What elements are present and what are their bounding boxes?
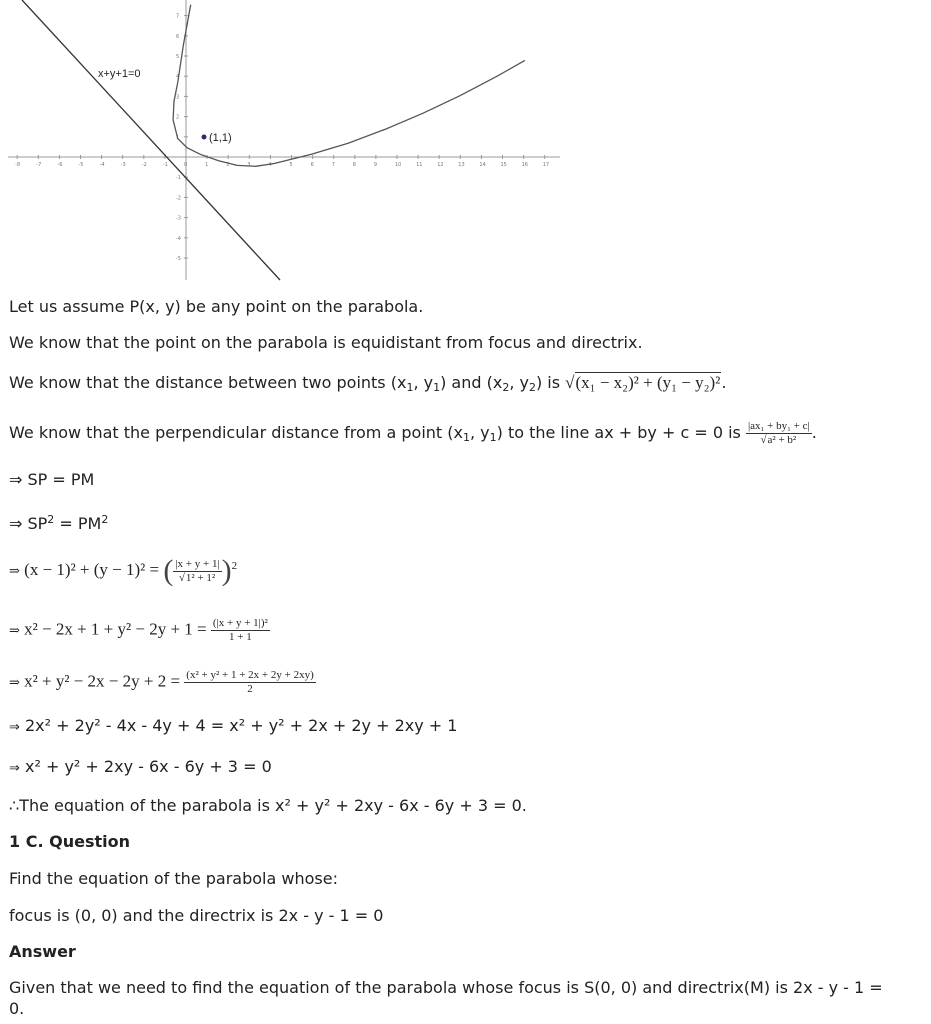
- svg-text:12: 12: [437, 162, 444, 168]
- svg-text:17: 17: [542, 162, 550, 168]
- svg-text:13: 13: [458, 162, 465, 168]
- svg-text:-5: -5: [176, 256, 181, 262]
- equation-step-5: ⇒ x² + y² + 2xy - 6x - 6y + 3 = 0: [9, 757, 272, 776]
- focus-point: [202, 135, 207, 140]
- svg-text:-7: -7: [36, 162, 42, 168]
- equation-step-2: ⇒ x² − 2x + 1 + y² − 2y + 1 = $\frac{\text{(|x + y + 1|)²}}{1 + 1}$: [9, 617, 268, 643]
- question-heading: 1 C. Question: [9, 832, 130, 851]
- parabola-graph: [0, 0, 570, 290]
- svg-text:4: 4: [176, 74, 180, 81]
- svg-text:7: 7: [331, 162, 335, 168]
- svg-text:3: 3: [247, 162, 251, 168]
- svg-text:-4: -4: [99, 162, 105, 168]
- svg-text:5: 5: [176, 54, 180, 60]
- step-sp-squared: ⇒ $SP^2 = PM^2$: [9, 513, 109, 533]
- svg-text:15: 15: [500, 162, 507, 168]
- svg-text:5: 5: [289, 162, 293, 168]
- svg-text:0: 0: [184, 162, 188, 168]
- paragraph-perpendicular-distance: We know that the perpendicular distance from a point ($x_1$, $y_1$) to the line ax + by + c = 0 is $\frac{\text{|ax₁ + by₁ + c|}}{\text{√a² + b²}}$ .: [9, 420, 817, 446]
- svg-text:-8: -8: [15, 162, 21, 168]
- svg-text:-3: -3: [120, 162, 126, 168]
- svg-text:14: 14: [479, 162, 486, 168]
- svg-text:1: 1: [176, 134, 180, 141]
- svg-text:-3: -3: [176, 215, 181, 222]
- paragraph-equidistant: We know that the point on the parabola is equidistant from focus and directrix.: [9, 333, 643, 352]
- svg-text:2: 2: [176, 114, 180, 121]
- svg-text:-5: -5: [78, 162, 84, 168]
- svg-text:6: 6: [176, 33, 180, 40]
- equation-step-3: ⇒ x² + y² − 2x − 2y + 2 = $\frac{\text{(x² + y² + 1 + 2x + 2y + 2xy)}}{2}$: [9, 669, 314, 695]
- question-line-2: focus is (0, 0) and the directrix is 2x - y - 1 = 0: [9, 906, 384, 925]
- svg-text:-1: -1: [162, 162, 168, 168]
- svg-text:-2: -2: [176, 195, 181, 202]
- paragraph-assume-p: Let us assume P(x, y) be any point on the parabola.: [9, 297, 424, 316]
- svg-text:-1: -1: [176, 175, 181, 182]
- directrix-label: x+y+1=0: [98, 68, 141, 80]
- svg-text:9: 9: [373, 162, 378, 168]
- svg-text:-4: -4: [176, 235, 181, 242]
- svg-text:4: 4: [268, 162, 272, 168]
- answer-line-2: 0.: [9, 999, 25, 1018]
- svg-text:6: 6: [310, 162, 314, 168]
- step-sp-equals-pm: ⇒ SP = PM: [9, 470, 95, 489]
- question-line-1: Find the equation of the parabola whose:: [9, 869, 338, 888]
- focus-point-label: (1,1): [209, 132, 232, 144]
- svg-text:-2: -2: [141, 162, 147, 168]
- svg-text:16: 16: [521, 162, 528, 168]
- distance-formula: √(x₁ − x₂)² + (y₁ − y₂)²: [565, 373, 721, 392]
- svg-text:-6: -6: [57, 162, 63, 168]
- svg-text:11: 11: [416, 162, 423, 168]
- svg-text:10: 10: [395, 162, 402, 168]
- answer-line-1: Given that we need to find the equation of the parabola whose focus is S(0, 0) and directrix(M) is 2x - y - 1 =: [9, 978, 883, 997]
- paragraph-distance-formula: We know that the distance between two points ($x_1$, $y_1$) and ($x_2$, $y_2$) is √(x₁ − x₂)² + (y₁ − y₂)².: [9, 373, 727, 394]
- svg-text:7: 7: [176, 13, 180, 20]
- svg-text:3: 3: [176, 94, 180, 101]
- svg-text:1: 1: [205, 162, 209, 168]
- conclusion: ∴The equation of the parabola is x² + y² + 2xy - 6x - 6y + 3 = 0.: [9, 796, 527, 815]
- svg-text:2: 2: [226, 162, 230, 168]
- equation-step-1: ⇒ (x − 1)² + (y − 1)² = ( $\frac{|x + y + 1|}{\text{√1² + 1²}}$ )$^2$: [9, 554, 238, 588]
- answer-heading: Answer: [9, 942, 76, 961]
- svg-text:8: 8: [352, 162, 356, 168]
- directrix-line: [22, 0, 280, 280]
- equation-step-4: ⇒ 2x² + 2y² - 4x - 4y + 4 = x² + y² + 2x + 2y + 2xy + 1: [9, 716, 458, 735]
- perpendicular-distance-formula: $\frac{\text{|ax₁ + by₁ + c|}}{\text{√a² + b²}}$: [747, 420, 810, 446]
